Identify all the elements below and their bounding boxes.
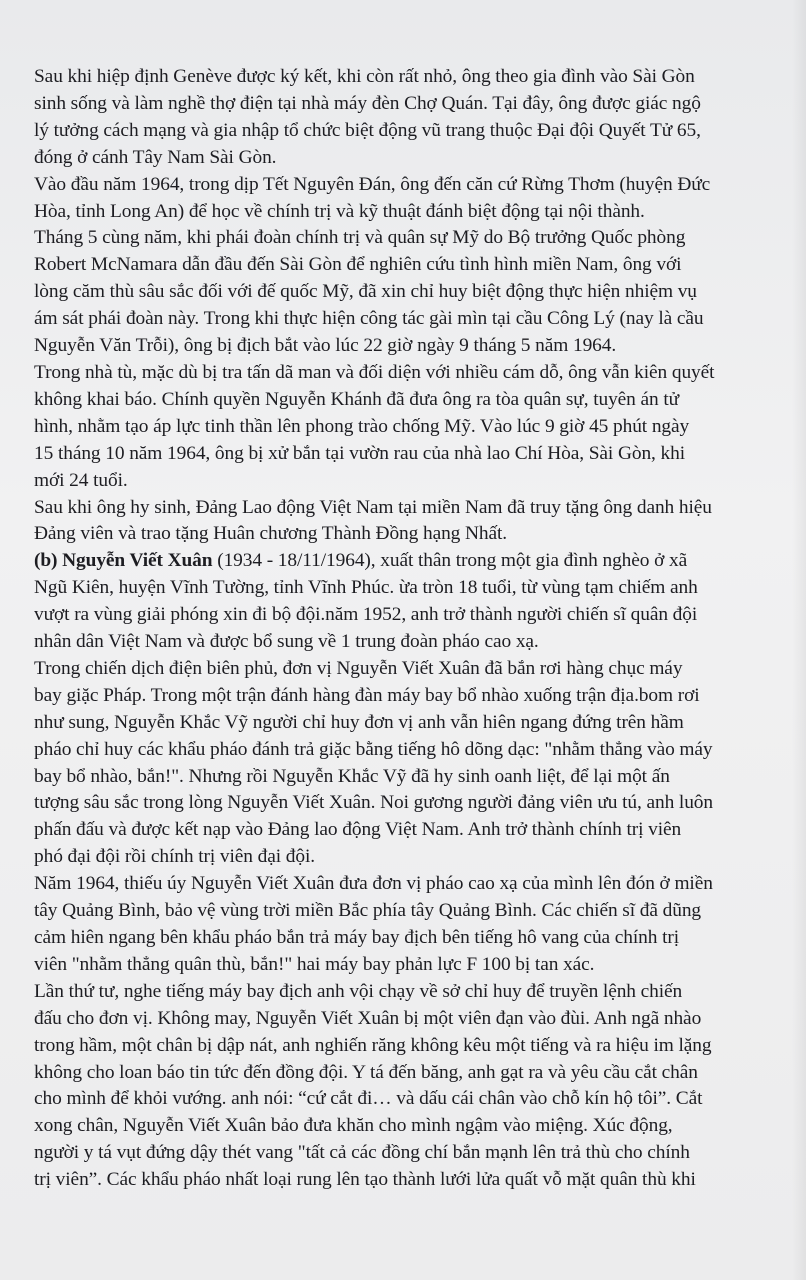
text-line: lý tưởng cách mạng và gia nhập tổ chức biệt động vũ trang thuộc Đại đội Quyết Tử 65, <box>34 119 701 141</box>
text-line: viên "nhằm thẳng quân thù, bắn!" hai máy bay phản lực F 100 bị tan xác. <box>34 953 595 975</box>
text-line: Hòa, tỉnh Long An) để học về chính trị và kỹ thuật đánh biệt động tại nội thành. <box>34 200 645 222</box>
text-line: Nguyễn Văn Trỗi), ông bị địch bắt vào lúc 22 giờ ngày 9 tháng 5 năm 1964. <box>34 335 617 357</box>
text-line: ám sát phái đoàn này. Trong khi thực hiện công tác gài mìn tại cầu Công Lý (nay là cầu <box>34 308 704 330</box>
text-line: Tháng 5 cùng năm, khi phái đoàn chính trị và quân sự Mỹ do Bộ trưởng Quốc phòng <box>34 227 686 249</box>
text-line: sinh sống và làm nghề thợ điện tại nhà máy đèn Chợ Quán. Tại đây, ông được giác ngộ <box>34 92 701 114</box>
text-line: mới 24 tuổi. <box>34 469 128 491</box>
text-line: pháo chỉ huy các khẩu pháo đánh trả giặc bằng tiếng hô dõng dạc: "nhằm thẳng vào máy <box>34 738 713 760</box>
text-line: hình, nhằm tạo áp lực tinh thần lên phong trào chống Mỹ. Vào lúc 9 giờ 45 phút ngày <box>34 415 690 437</box>
text-line: tây Quảng Bình, bảo vệ vùng trời miền Bắc phía tây Quảng Bình. Các chiến sĩ đã dũng <box>34 900 702 922</box>
text-line: lòng căm thù sâu sắc đối với đế quốc Mỹ, đã xin chỉ huy biệt động thực hiện nhiệm vụ <box>34 281 697 303</box>
text-line: Đảng viên và trao tặng Huân chương Thành Đồng hạng Nhất. <box>34 523 508 545</box>
text-line: bay giặc Pháp. Trong một trận đánh hàng đàn máy bay bổ nhào xuống trận địa.bom rơi <box>34 684 700 706</box>
text-line: 15 tháng 10 năm 1964, ông bị xử bắn tại vườn rau của nhà lao Chí Hòa, Sài Gòn, khi <box>34 442 686 464</box>
text-line: tượng sâu sắc trong lòng Nguyễn Viết Xuân. Noi gương người đảng viên ưu tú, anh luôn <box>34 792 713 814</box>
text-line: xong chân, Nguyễn Viết Xuân bảo đưa khăn cho mình ngậm vào miệng. Xúc động, <box>34 1115 673 1137</box>
section-b-heading-line <box>34 548 770 575</box>
text-line: Robert McNamara dẫn đầu đến Sài Gòn để nghiên cứu tình hình miền Nam, ông với <box>34 254 682 276</box>
text-line: người y tá vụt đứng dậy thét vang "tất cả các đồng chí bắn mạnh lên trả thù cho chính <box>34 1142 690 1164</box>
text-line: trong hầm, một chân bị dập nát, anh nghiến răng không kêu một tiếng và ra hiệu im lặng <box>34 1034 712 1056</box>
text-line: đóng ở cánh Tây Nam Sài Gòn. <box>34 146 277 168</box>
text-line: Trong chiến dịch điện biên phủ, đơn vị Nguyễn Viết Xuân đã bắn rơi hàng chục máy <box>34 657 683 679</box>
text-line: Lần thứ tư, nghe tiếng máy bay địch anh vội chạy về sở chỉ huy để truyền lệnh chiến <box>34 980 683 1002</box>
text-line: không khai báo. Chính quyền Nguyễn Khánh đã đưa ông ra tòa quân sự, tuyên án tử <box>34 388 680 410</box>
text-line: đấu cho đơn vị. Không may, Nguyễn Viết Xuân bị một viên đạn vào đùi. Anh ngã nhào <box>34 1007 702 1029</box>
text-line: Sau khi hiệp định Genève được ký kết, khi còn rất nhỏ, ông theo gia đình vào Sài Gòn <box>34 66 695 87</box>
text-line: Sau khi ông hy sinh, Đảng Lao động Việt Nam tại miền Nam đã truy tặng ông danh hiệu <box>34 496 712 518</box>
text-line: cho mình để khỏi vướng. anh nói: “cứ cắt đi… và dấu cái chân vào chỗ kín hộ tôi”. Cắt <box>34 1088 703 1110</box>
section-b-rest: (1934 - 18/11/1964), xuất thân trong một gia đình nghèo ở xã <box>212 550 688 572</box>
text-line: Trong nhà tù, mặc dù bị tra tấn dã man và đối diện với nhiều cám dỗ, ông vẫn kiên quyết <box>34 361 715 383</box>
page-edge-shadow <box>792 0 806 1280</box>
text-line: vượt ra vùng giải phóng xin đi bộ đội.năm 1952, anh trở thành người chiến sĩ quân đội <box>34 604 698 626</box>
text-line: trị viên”. Các khẩu pháo nhất loại rung lên tạo thành lưới lửa quất vỗ mặt quân thù khi <box>34 1169 696 1191</box>
text-line: phó đại đội rồi chính trị viên đại đội. <box>34 846 315 868</box>
text-line: bay bổ nhào, bắn!". Nhưng rồi Nguyễn Khắc Vỹ đã hy sinh oanh liệt, để lại một ấn <box>34 765 670 787</box>
text-line: Vào đầu năm 1964, trong dịp Tết Nguyên Đán, ông đến căn cứ Rừng Thơm (huyện Đức <box>34 173 711 195</box>
text-line: cảm hiên ngang bên khẩu pháo bắn trả máy bay địch bên tiếng hô vang của chính trị <box>34 927 680 948</box>
text-line: không cho loan báo tin tức đến đồng đội. Y tá đến băng, anh gạt ra và yêu cầu cắt chân <box>34 1061 698 1083</box>
section-b-label: (b) Nguyễn Viết Xuân <box>34 550 213 572</box>
text-line: Năm 1964, thiếu úy Nguyễn Viết Xuân đưa đơn vị pháo cao xạ của mình lên đón ở miền <box>34 873 713 895</box>
text-line: phấn đấu và được kết nạp vào Đảng lao động Việt Nam. Anh trở thành chính trị viên <box>34 819 682 841</box>
text-line: Ngũ Kiên, huyện Vĩnh Tường, tỉnh Vĩnh Phúc. ừa tròn 18 tuổi, từ vùng tạm chiếm anh <box>34 577 698 599</box>
text-line: nhân dân Việt Nam và được bổ sung về 1 trung đoàn pháo cao xạ. <box>34 631 539 653</box>
text-line: như sung, Nguyễn Khắc Vỹ người chỉ huy đơn vị anh vẫn hiên ngang đứng trên hầm <box>34 711 684 733</box>
